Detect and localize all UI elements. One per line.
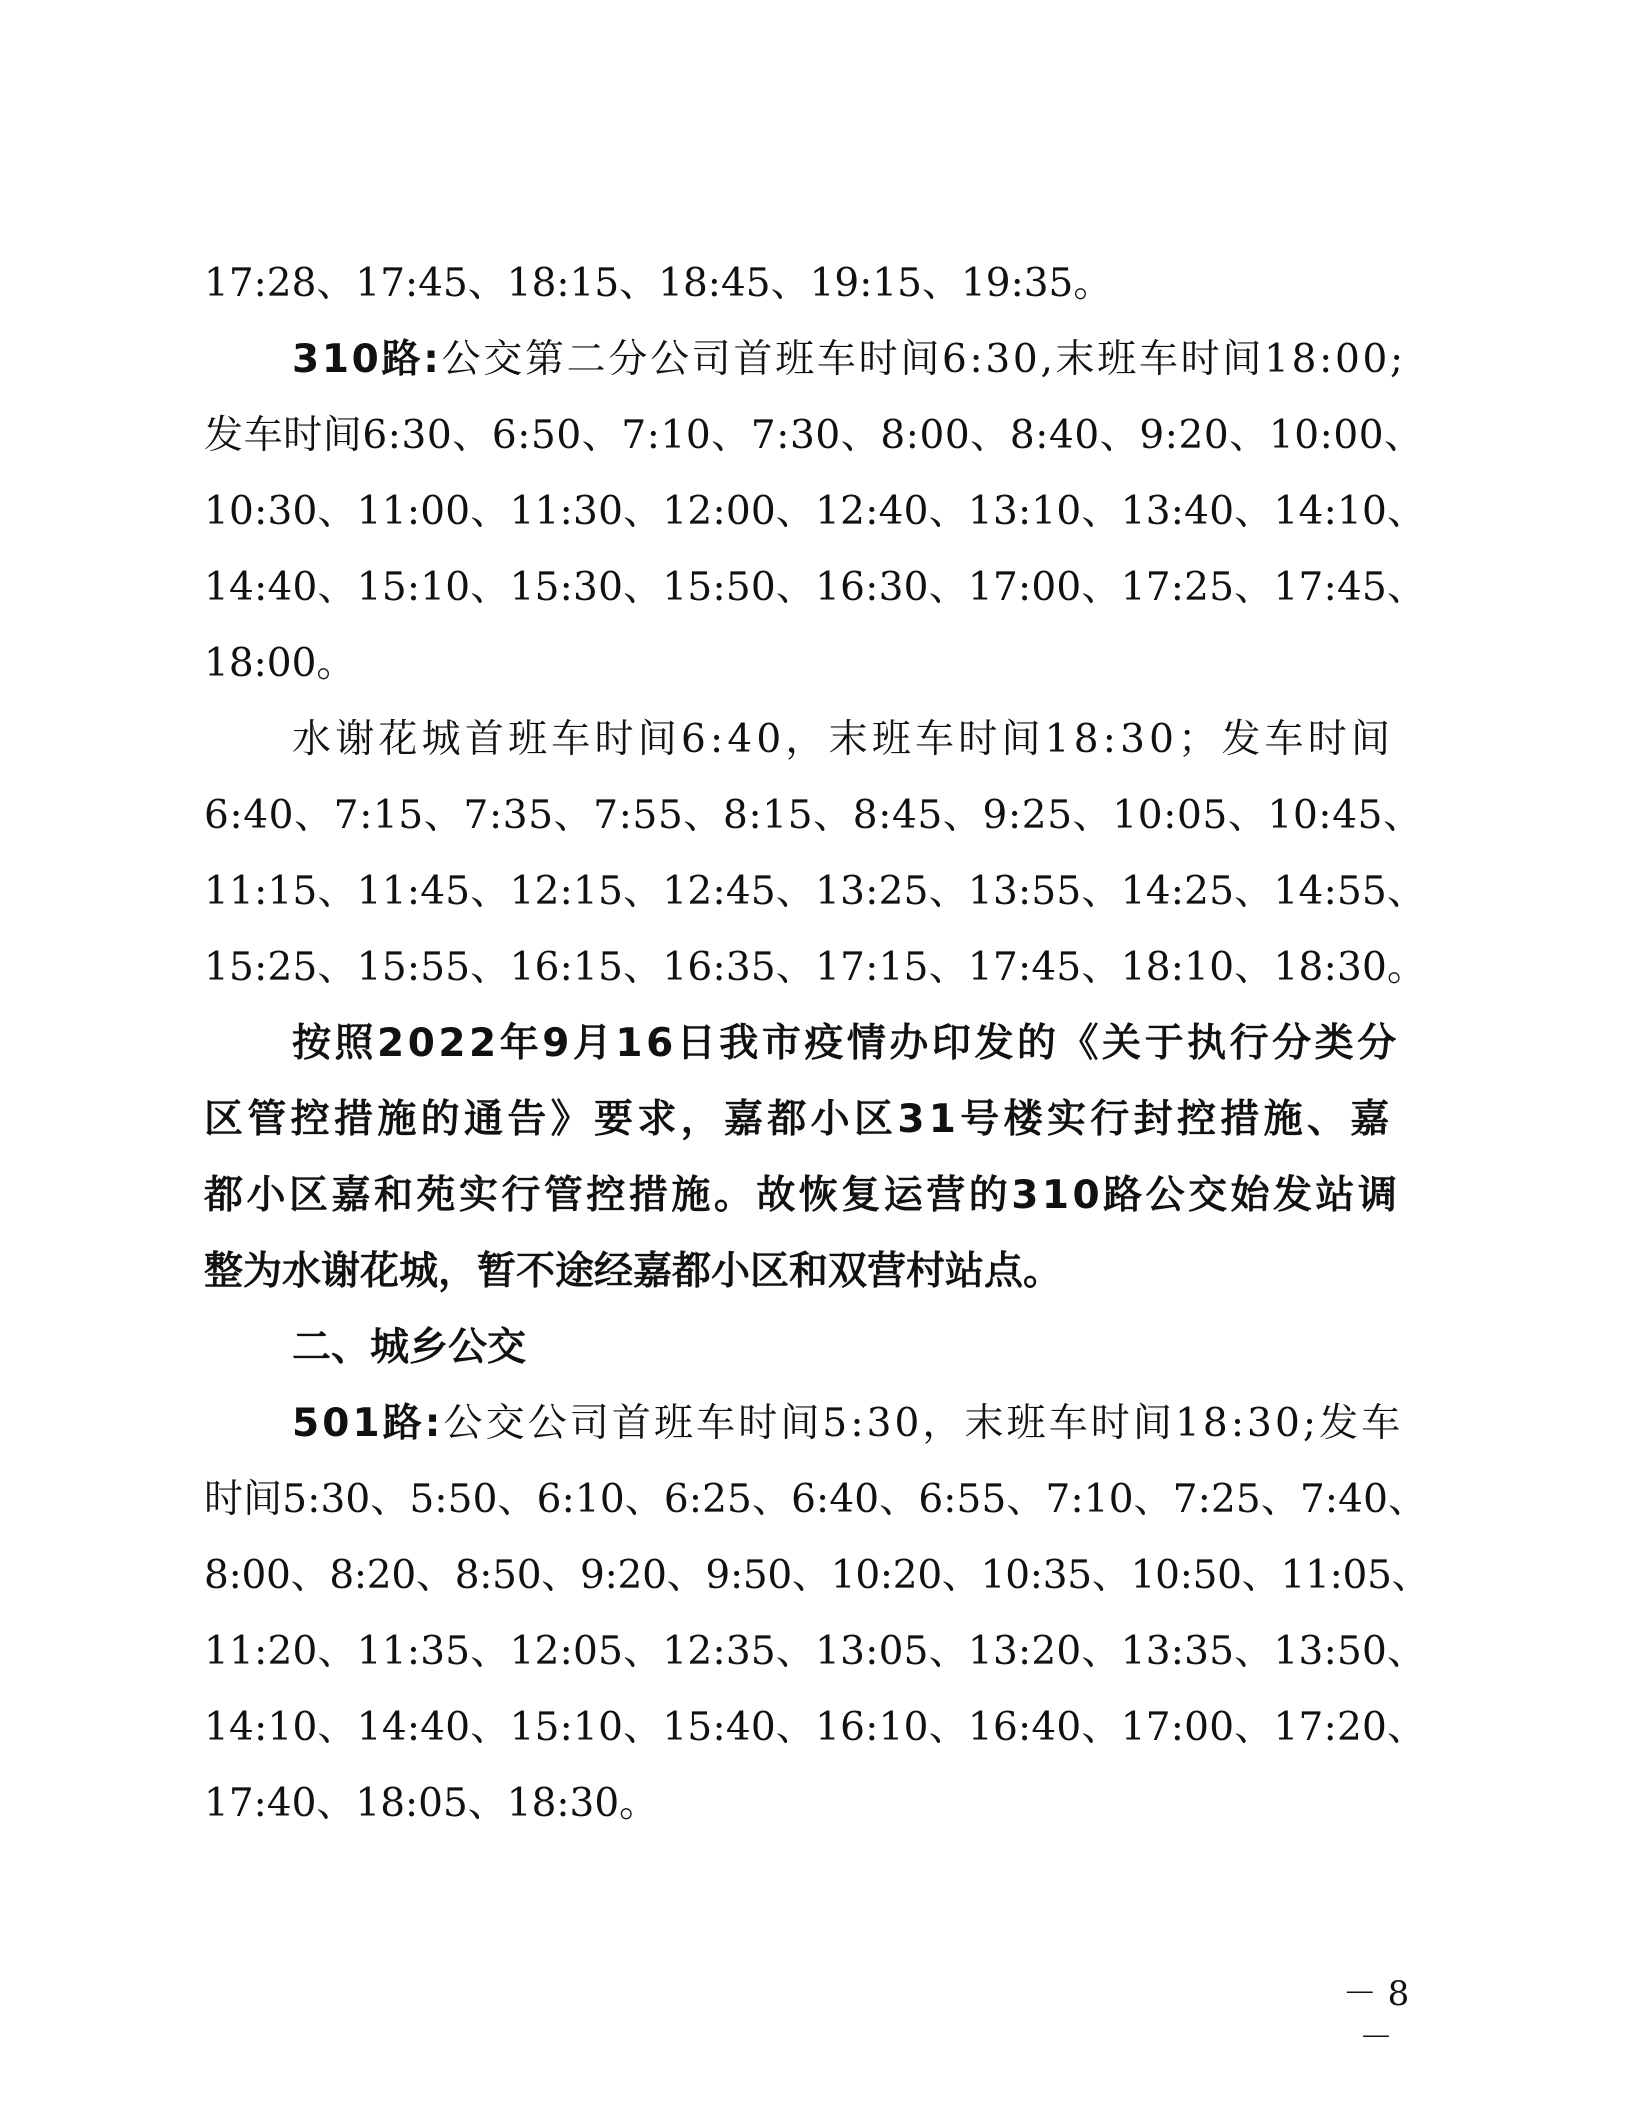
schedule-line-21: 17:40、18:05、18:30。 bbox=[204, 1781, 659, 1826]
schedule-line-8: 6:40、7:15、7:35、7:55、8:15、8:45、9:25、10:05、10:45、 bbox=[204, 793, 1423, 838]
route-label: 501路: bbox=[292, 1401, 444, 1446]
notice-paragraph-line-3: 都小区嘉和苑实行管控措施。故恢复运营的310路公交始发站调 bbox=[204, 1173, 1401, 1218]
schedule-line-19: 11:20、11:35、12:05、12:35、13:05、13:20、13:35、13:50、 bbox=[204, 1629, 1427, 1674]
schedule-line-20: 14:10、14:40、15:10、15:40、16:10、16:40、17:00、17:20、 bbox=[204, 1705, 1427, 1750]
schedule-line-10: 15:25、15:55、16:15、16:35、17:15、17:45、18:10、18:30。 bbox=[204, 945, 1427, 990]
page-number: － 8 － bbox=[1342, 1974, 1410, 2058]
schedule-line-17: 时间5:30、5:50、6:10、6:25、6:40、6:55、7:10、7:25、7:40、 bbox=[204, 1477, 1428, 1522]
schedule-line-3: 发车时间6:30、6:50、7:10、7:30、8:00、8:40、9:20、10:00、 bbox=[204, 413, 1424, 458]
route-label: 310路: bbox=[292, 337, 442, 382]
schedule-line-4: 10:30、11:00、11:30、12:00、12:40、13:10、13:40、14:10、 bbox=[204, 489, 1427, 534]
notice-paragraph-line-4: 整为水谢花城，暂不途经嘉都小区和双营村站点。 bbox=[204, 1249, 1063, 1294]
schedule-line-6: 18:00。 bbox=[204, 641, 356, 686]
route-310-header-line: 310路:公交第二分公司首班车时间6:30,末班车时间18:00; bbox=[292, 337, 1406, 382]
schedule-line-18: 8:00、8:20、8:50、9:20、9:50、10:20、10:35、10:50、11:05、 bbox=[204, 1553, 1431, 1598]
route-501-header-line: 501路:公交公司首班车时间5:30，末班车时间18:30;发车 bbox=[292, 1401, 1404, 1446]
section-heading: 二、城乡公交 bbox=[292, 1325, 527, 1370]
schedule-line-1: 17:28、17:45、18:15、18:45、19:15、19:35。 bbox=[204, 261, 1113, 306]
notice-paragraph-line-1: 按照2022年9月16日我市疫情办印发的《关于执行分类分 bbox=[292, 1021, 1400, 1066]
notice-paragraph-line-2: 区管控措施的通告》要求，嘉都小区31号楼实行封控措施、嘉 bbox=[204, 1097, 1394, 1142]
schedule-line-9: 11:15、11:45、12:15、12:45、13:25、13:55、14:25、14:55、 bbox=[204, 869, 1427, 914]
schedule-line-5: 14:40、15:10、15:30、15:50、16:30、17:00、17:25、17:45、 bbox=[204, 565, 1427, 610]
shuixie-header-line: 水谢花城首班车时间6:40，末班车时间18:30；发车时间 bbox=[292, 717, 1395, 762]
